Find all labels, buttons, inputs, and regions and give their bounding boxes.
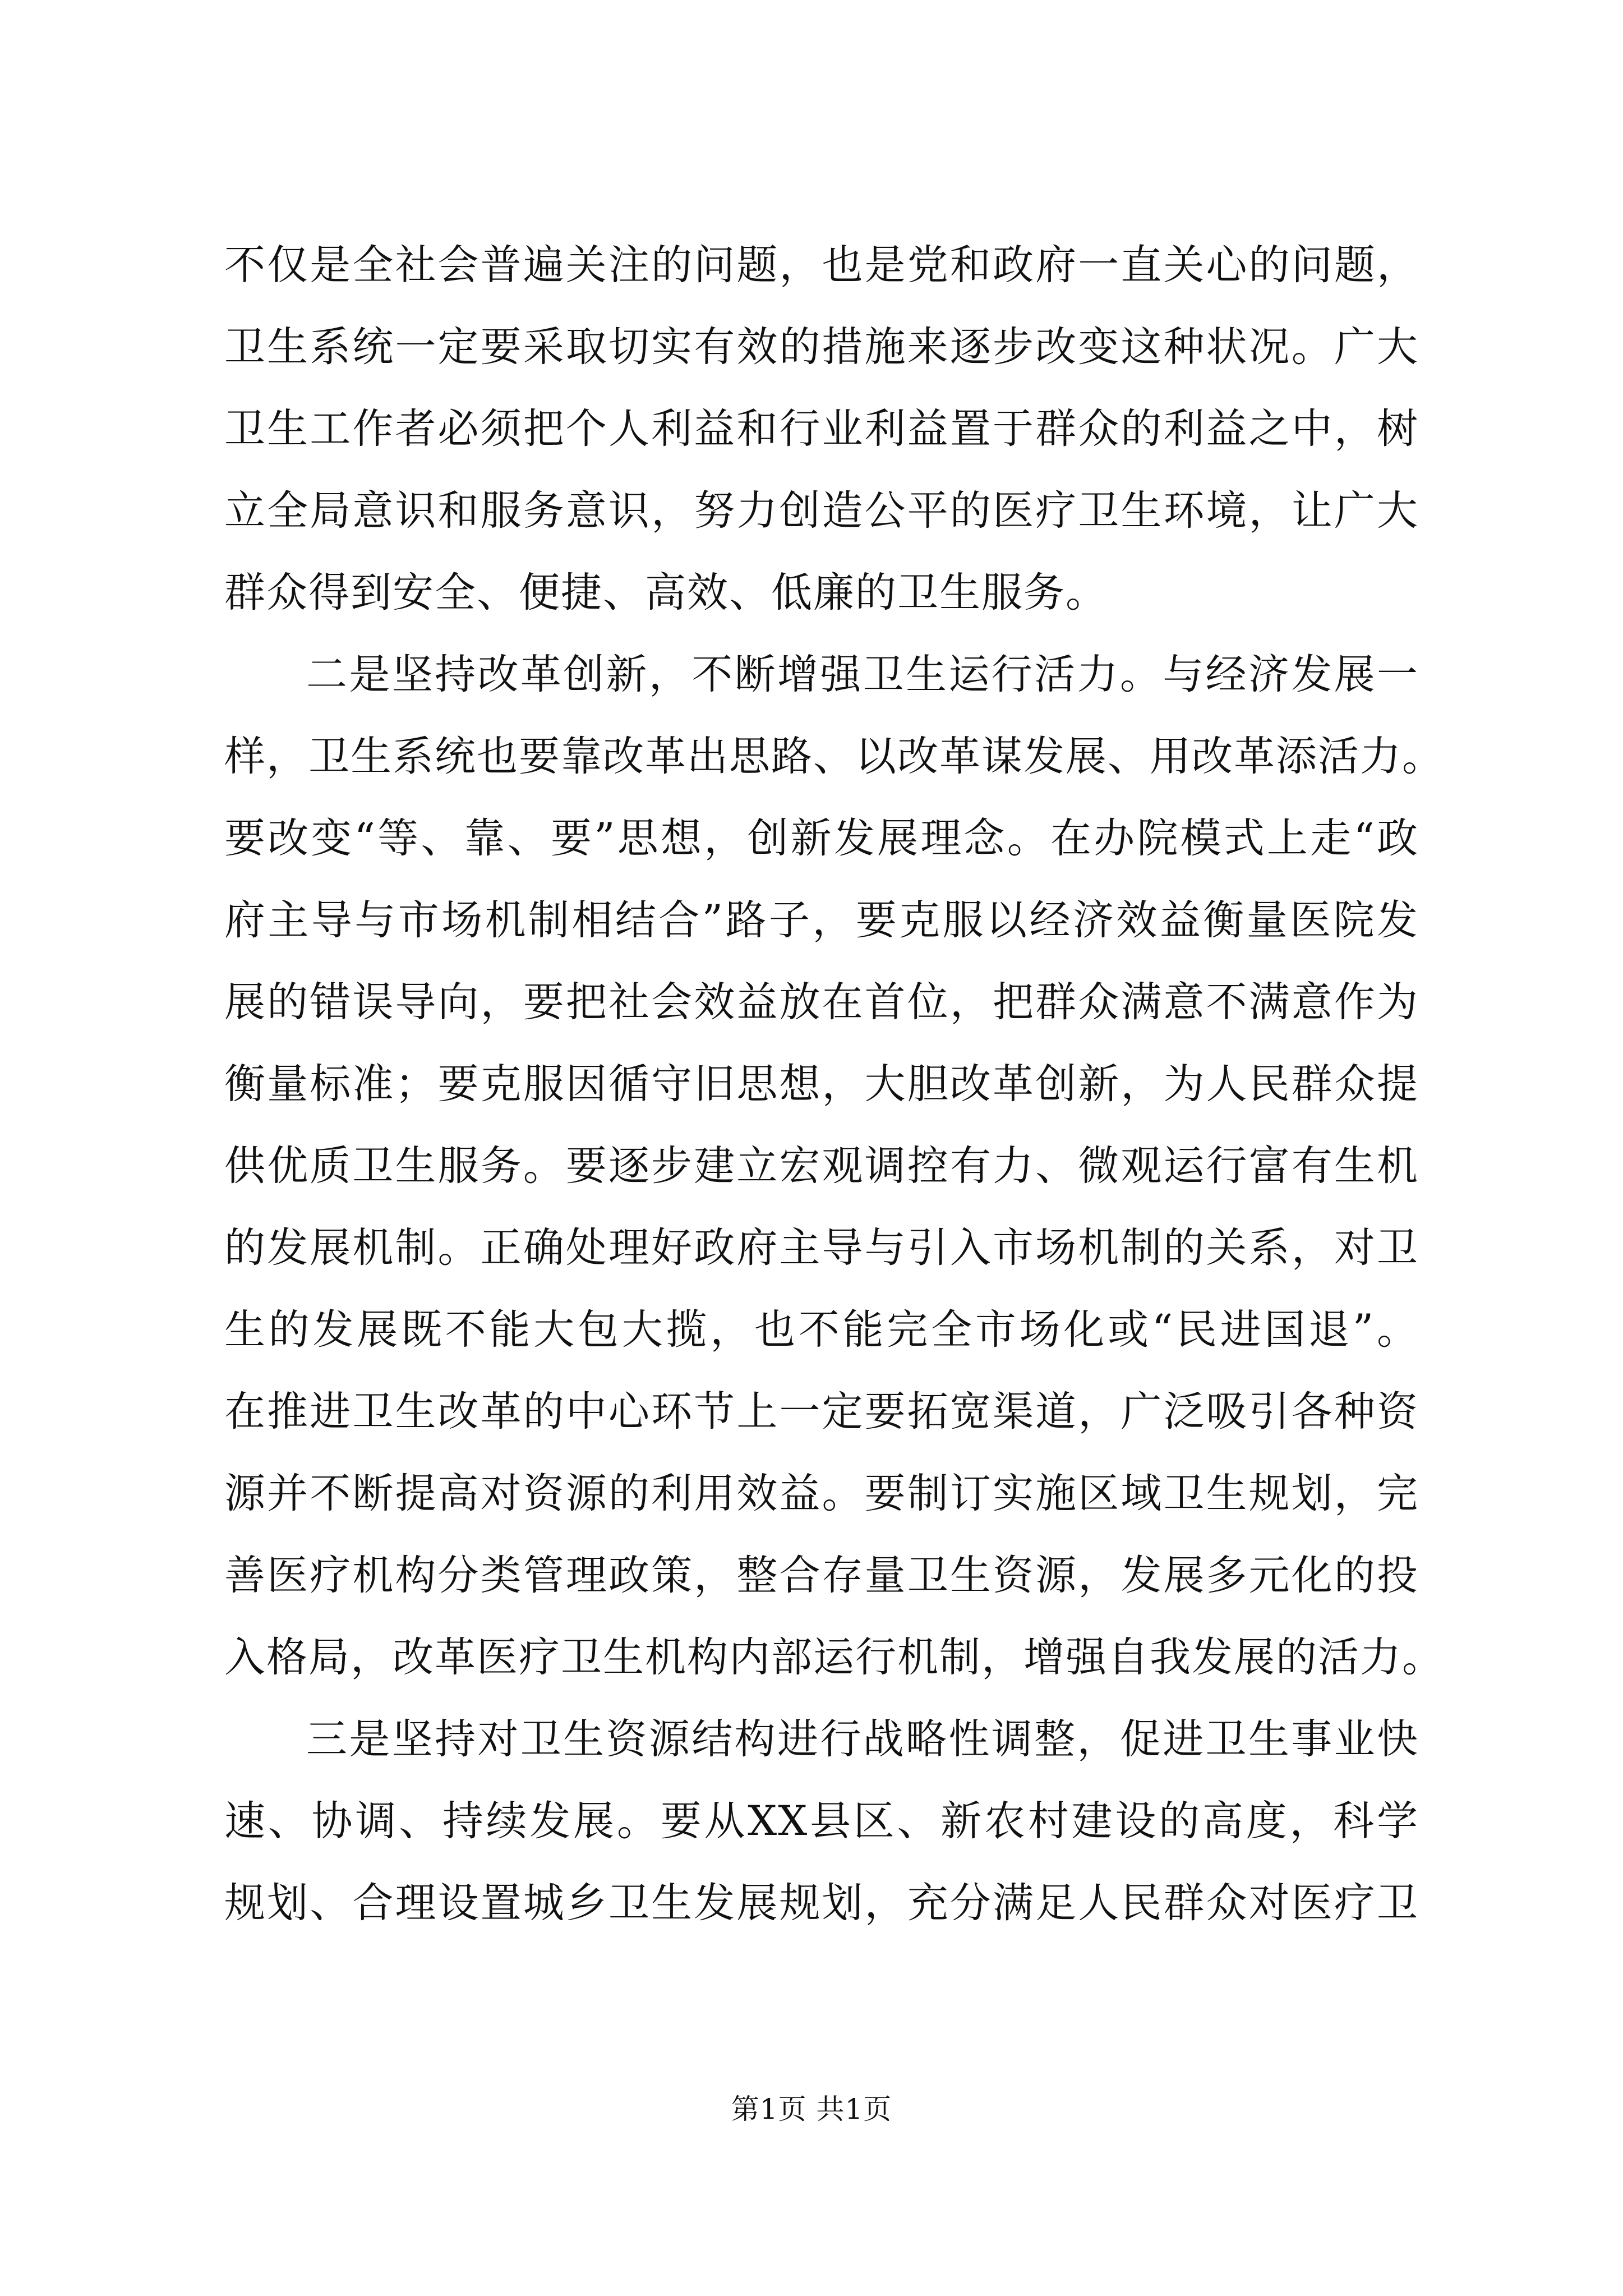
text-line: 立全局意识和服务意识，努力创造公平的医疗卫生环境，让广大 — [224, 487, 1419, 535]
text-line: 在推进卫生改革的中心环节上一定要拓宽渠道，广泛吸引各种资 — [224, 1388, 1419, 1435]
paragraph-first-line: 三是坚持对卫生资源结构进行战略性调整，促进卫生事业快 — [306, 1715, 1419, 1763]
page-number-label: 第1页 共1页 — [731, 2093, 892, 2125]
text-line: 源并不断提高对资源的利用效益。要制订实施区域卫生规划，完 — [224, 1470, 1419, 1517]
text-line: 群众得到安全、便捷、高效、低廉的卫生服务。 — [224, 569, 1108, 616]
text-line: 府主导与市场机制相结合”路子，要克服以经济效益衡量医院发 — [224, 896, 1419, 944]
text-line: 要改变“等、靠、要”思想，创新发展理念。在办院模式上走“政 — [224, 815, 1419, 862]
page-footer — [0, 2090, 1623, 2129]
text-line: 速、协调、持续发展。要从XX县区、新农村建设的高度，科学 — [224, 1797, 1419, 1845]
text-line: 善医疗机构分类管理政策，整合存量卫生资源，发展多元化的投 — [224, 1552, 1419, 1599]
document-body — [224, 224, 1444, 1944]
text-line: 供优质卫生服务。要逐步建立宏观调控有力、微观运行富有生机 — [224, 1142, 1419, 1190]
text-line: 卫生系统一定要采取切实有效的措施来逐步改变这种状况。广大 — [224, 323, 1419, 371]
text-line: 不仅是全社会普遍关注的问题，也是党和政府一直关心的问题， — [224, 241, 1419, 289]
text-line: 展的错误导向，要把社会效益放在首位，把群众满意不满意作为 — [224, 978, 1419, 1026]
text-line: 样，卫生系统也要靠改革出思路、以改革谋发展、用改革添活力。 — [224, 733, 1444, 780]
paragraph-first-line: 二是坚持改革创新，不断增强卫生运行活力。与经济发展一 — [306, 651, 1419, 698]
text-line: 生的发展既不能大包大揽，也不能完全市场化或“民进国退”。 — [224, 1306, 1419, 1354]
text-line: 的发展机制。正确处理好政府主导与引入市场机制的关系，对卫 — [224, 1224, 1419, 1272]
text-line: 衡量标准；要克服因循守旧思想，大胆改革创新，为人民群众提 — [224, 1060, 1419, 1108]
text-line: 卫生工作者必须把个人利益和行业利益置于群众的利益之中，树 — [224, 405, 1419, 453]
text-line: 入格局，改革医疗卫生机构内部运行机制，增强自我发展的活力。 — [224, 1634, 1444, 1681]
text-line: 规划、合理设置城乡卫生发展规划，充分满足人民群众对医疗卫 — [224, 1879, 1419, 1927]
